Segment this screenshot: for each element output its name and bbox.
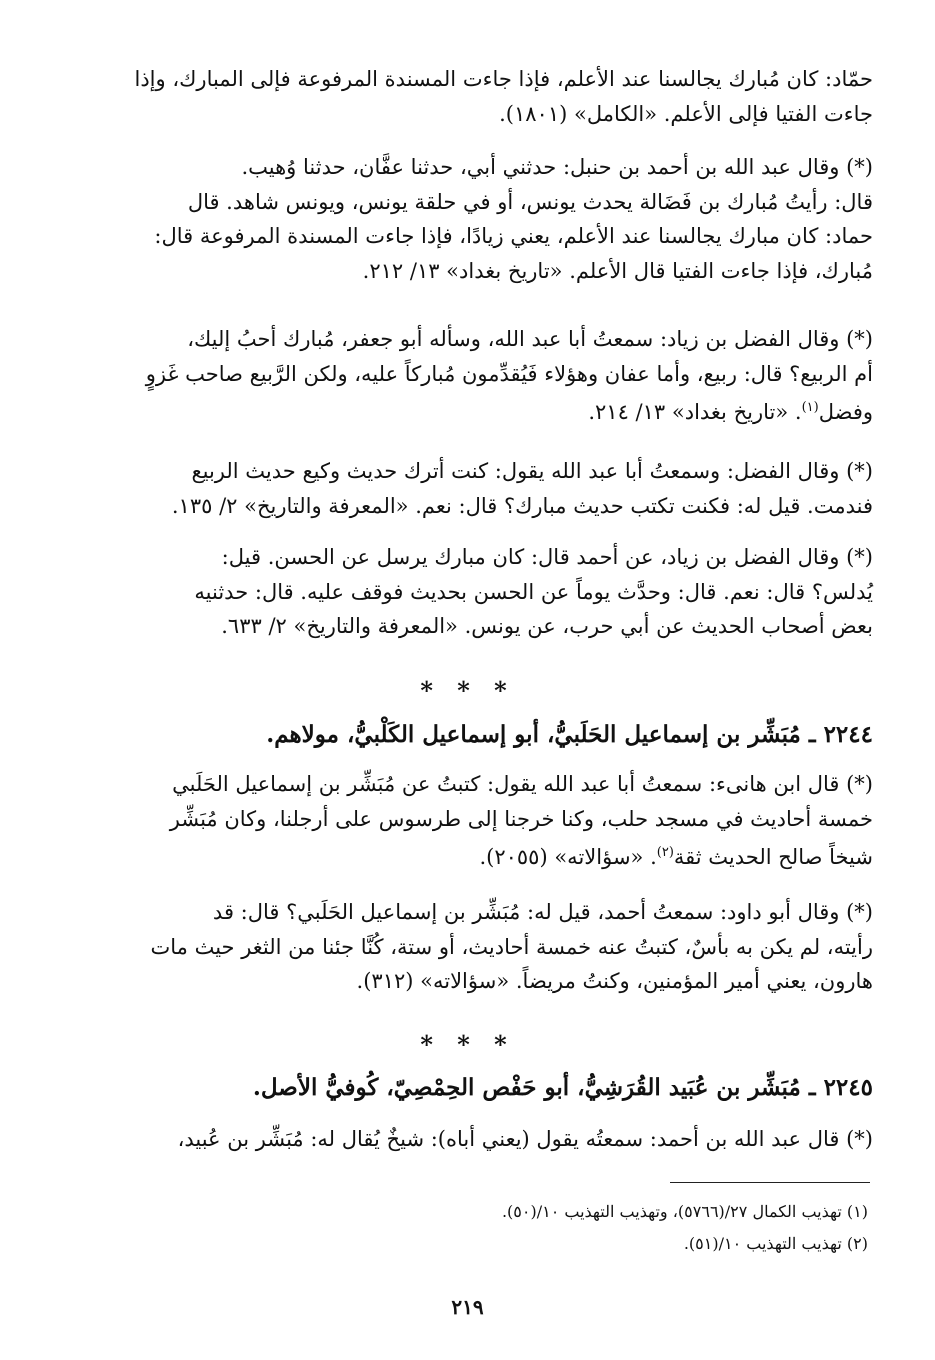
text-line: رأيته، لم يكن به بأسٌ، كتبتُ عنه خمسة أحاديث، أو ستة، كُنَّا جئنا من الثغر حيث مات <box>150 934 873 959</box>
paragraph-abu-dawud <box>100 895 873 999</box>
paragraph-fadl-ibn-ziyad <box>100 322 873 430</box>
footnote-ref: (٢) <box>656 845 674 860</box>
text-line: بعض أصحاب الحديث عن أبي حرب، عن يونس. «المعرفة والتاريخ» ٢/ ٦٣٣. <box>221 614 873 638</box>
entry-heading-2245: ٢٢٤٥ ـ مُبَشِّر بن عُبَيد القُرَشِيُّ، أبو حَفْص الحِمْصِيّ، كُوفيُّ الأصل. <box>252 1074 873 1101</box>
text-line: (*) وقال الفضل: وسمعتُ أبا عبد الله يقول: كنت أترك حديث وكيع حديث الربيع <box>191 459 873 483</box>
text-line: مُبارك، فإذا جاءت الفتيا قال الأعلم. «تاريخ بغداد» ١٣/ ٢١٢. <box>362 258 873 283</box>
paragraph-abdullah-ibn-ahmad <box>100 150 873 288</box>
text-line: (*) وقال الفضل بن زياد، عن أحمد قال: كان مبارك يرسل عن الحسن. قيل: <box>221 545 873 569</box>
footnote-2: (٢) تهذيب التهذيب ١٠/(٥١). <box>683 1234 868 1253</box>
text-line: أم الربيع؟ قال: ربيع، وأما عفان وهؤلاء فَيُقدِّمون مُباركاً عليه، ولكن الرَّبيع صاحب غَزوٍ <box>145 361 873 386</box>
footnote-divider <box>670 1182 870 1183</box>
page-number: ٢١٩ <box>451 1295 484 1319</box>
text-segment: . «سؤالاته» (٢٠٥٥). <box>479 845 657 869</box>
text-line: حمّاد: كان مُبارك يجالسنا عند الأعلم، فإذا جاءت المسندة المرفوعة فإلى المبارك، وإذا <box>134 67 873 91</box>
text-line: (*) وقال الفضل بن زياد: سمعتُ أبا عبد الله، وسأله أبو جعفر، مُبارك أحبُ إليك، <box>187 327 873 351</box>
text-line: (*) وقال أبو داود: سمعتُ أحمد، قيل له: مُبَشِّر بن إسماعيل الحَلَبي؟ قال: قد <box>212 900 873 924</box>
paragraph-ibn-hani <box>100 767 873 875</box>
paragraph-fadl-irsal <box>100 540 873 644</box>
section-separator: * * * <box>420 676 515 705</box>
text-line: (*) وقال عبد الله بن أحمد بن حنبل: حدثني أبي، حدثنا عفَّان، حدثنا وُهيب. <box>241 155 873 179</box>
text-line: جاءت الفتيا فإلى الأعلم. «الكامل» (١٨٠١). <box>499 101 873 126</box>
paragraph-fadl-waki <box>100 454 873 523</box>
text-line: حماد: كان مبارك يجالسنا عند الأعلم، يعني زيادًا، فإذا جاءت المسندة المرفوعة قال: <box>154 224 873 248</box>
text-line: قال: رأيتُ مُبارك بن فَضَالة يحدث يونس، أو في حلقة يونس، ويونس شاهد. قال <box>187 189 873 214</box>
text-segment: . «تاريخ بغداد» ١٣/ ٢١٤. <box>588 400 802 424</box>
text-line: هارون، يعني أمير المؤمنين، وكنتُ مريضاً. «سؤالاته» (٣١٢). <box>356 969 873 993</box>
text-segment: شيخاً صالح الحديث ثقة <box>673 845 873 869</box>
footnote-ref: (١) <box>801 400 819 415</box>
section-separator: * * * <box>420 1030 515 1059</box>
paragraph-mubarak-continued <box>100 62 873 131</box>
text-line: خمسة أحاديث في مسجد حلب، وكنا خرجنا إلى طرسوس على أرجلنا، وكان مُبَشِّر <box>169 806 873 831</box>
text-line <box>100 391 873 430</box>
text-line: يُدلس؟ قال: نعم. قال: وحدَّث يوماً عن الحسن بحديث فوقف عليه. قال: حدثنيه <box>194 579 873 604</box>
text-line: (*) قال عبد الله بن أحمد: سمعتُه يقول (يعني أباه): شيخٌ يُقال له: مُبَشِّر بن عُبيد، <box>177 1127 873 1151</box>
text-line: فندمت. قيل له: فكنت تكتب حديث مبارك؟ قال: نعم. «المعرفة والتاريخ» ٢/ ١٣٥. <box>171 493 873 518</box>
text-segment: وفضل <box>818 400 873 424</box>
paragraph-abdullah-sheikh <box>100 1122 873 1157</box>
text-line: (*) قال ابن هانىء: سمعتُ أبا عبد الله يقول: كتبتُ عن مُبَشِّر بن إسماعيل الحَلَبي <box>172 772 873 796</box>
text-line <box>100 836 873 875</box>
footnote-1: (١) تهذيب الكمال ٢٧/(٥٧٦٦)، وتهذيب التهذيب ١٠/(٥٠). <box>501 1202 868 1221</box>
entry-heading-2244: ٢٢٤٤ ـ مُبَشِّر بن إسماعيل الحَلَبيُّ، أبو إسماعيل الكَلْبيُّ، مولاهم. <box>266 721 873 748</box>
